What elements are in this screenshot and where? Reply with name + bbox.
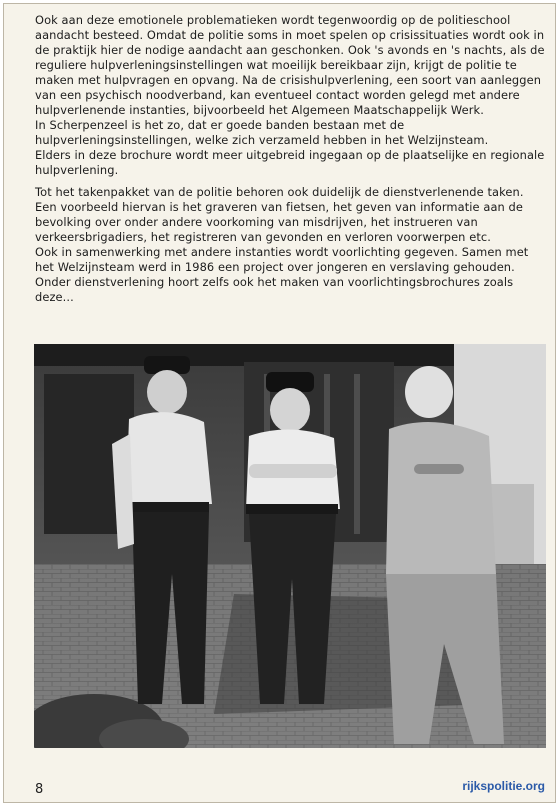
watermark-text: rijkspolitie.org	[462, 779, 545, 793]
paragraph-service-tasks: Tot het takenpakket van de politie behoren ook duidelijk de dienstverlenende taken. Een voorbeeld hiervan is het graveren van fietsen, het geven van informatie aan de bevolking over onder andere voorkoming van misdrijven, het instrueren van verkeersbrigadiers, het registreren van gevonden en verloren voorwerpen etc.	[35, 185, 524, 244]
paragraph-emotional-problems: Ook aan deze emotionele problematieken wordt tegenwoordig op de politieschool aandacht besteed. Omdat de politie soms in moet spelen op crisissituaties wordt ook in de praktijk hier de nodige aandacht aan geschonken. Ook 's avonds en 's nachts, als de reguliere hulpverleningsinstellingen wat moeilijk bereikbaar zijn, krijgt de politie te maken met hulpvragen en opvang. Na de crisishulpverlening, een soort van aanleggen van een psychisch noodverband, kan eventueel contact worden gelegd met andere hulpverlenende instanties, bijvoorbeeld het Algemeen Maatschappelijk Werk.	[35, 13, 545, 117]
document-page	[3, 3, 556, 803]
page-number: 8	[35, 782, 44, 797]
paragraph-scherpenzeel: In Scherpenzeel is het zo, dat er goede banden bestaan met de hulpverleningsinstellingen, welke zich verzameld hebben in het Welzijnsteam.	[35, 118, 489, 147]
paragraph-regional-help: Elders in deze brochure wordt meer uitgebreid ingegaan op de plaatselijke en regionale hulpverlening.	[35, 148, 545, 177]
street-photo	[34, 344, 546, 748]
article-body	[35, 13, 547, 305]
paragraph-information: Ook in samenwerking met andere instanties wordt voorlichting gegeven. Samen met het Welzijnsteam werd in 1986 een project over jongeren en verslaving gehouden. Onder dienstverlening hoort zelfs ook het maken van voorlichtingsbrochures zoals deze...	[35, 245, 529, 304]
photo-illustration	[34, 344, 546, 748]
